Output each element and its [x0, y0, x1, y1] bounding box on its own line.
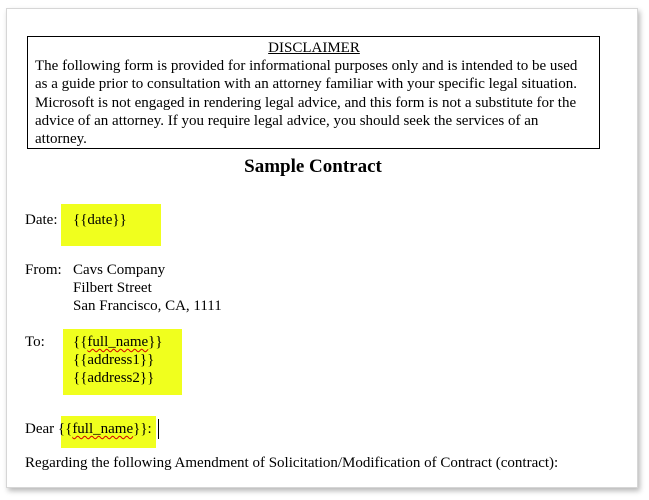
contract-title: Sample Contract — [244, 156, 382, 177]
disclaimer-text: The following form is provided for informational purposes only and is intended to be used as a guide prior to consultation with an attorney familiar with your specific legal situation. Microsoft is not engaged in rendering legal advice, and this form is not a substitute for the advice of an attorney. If you require legal advice, you should seek the services of an attorney. — [35, 58, 578, 148]
salutation-prefix: Dear — [25, 421, 58, 437]
from-company: Cavs Company — [73, 262, 166, 278]
salutation-line[interactable] — [25, 421, 152, 438]
to-close-braces: }} — [148, 334, 163, 350]
salutation-open-braces: {{ — [57, 421, 73, 437]
date-field[interactable]: {{date}} — [73, 212, 127, 228]
regarding-text: Regarding the following Amendment of Solicitation/Modification of Contract (contract): — [25, 455, 559, 471]
to-address2-field[interactable]: {{address2}} — [73, 370, 155, 386]
salutation-full-name: full_name — [72, 421, 134, 437]
to-address1-field[interactable]: {{address1}} — [73, 352, 155, 368]
from-label: From: — [25, 262, 62, 278]
to-label: To: — [25, 334, 45, 350]
salutation-close-braces: }} — [133, 421, 148, 437]
to-full-name: full_name — [87, 334, 149, 350]
from-city: San Francisco, CA, 1111 — [73, 298, 222, 314]
to-full-name-field[interactable] — [73, 334, 163, 351]
salutation-suffix: : — [147, 421, 152, 437]
date-label: Date: — [25, 212, 58, 228]
disclaimer-box[interactable] — [27, 36, 600, 149]
to-open-braces: {{ — [73, 334, 88, 350]
from-street: Filbert Street — [73, 280, 152, 296]
text-cursor — [158, 419, 159, 439]
disclaimer-title: DISCLAIMER — [268, 40, 360, 56]
